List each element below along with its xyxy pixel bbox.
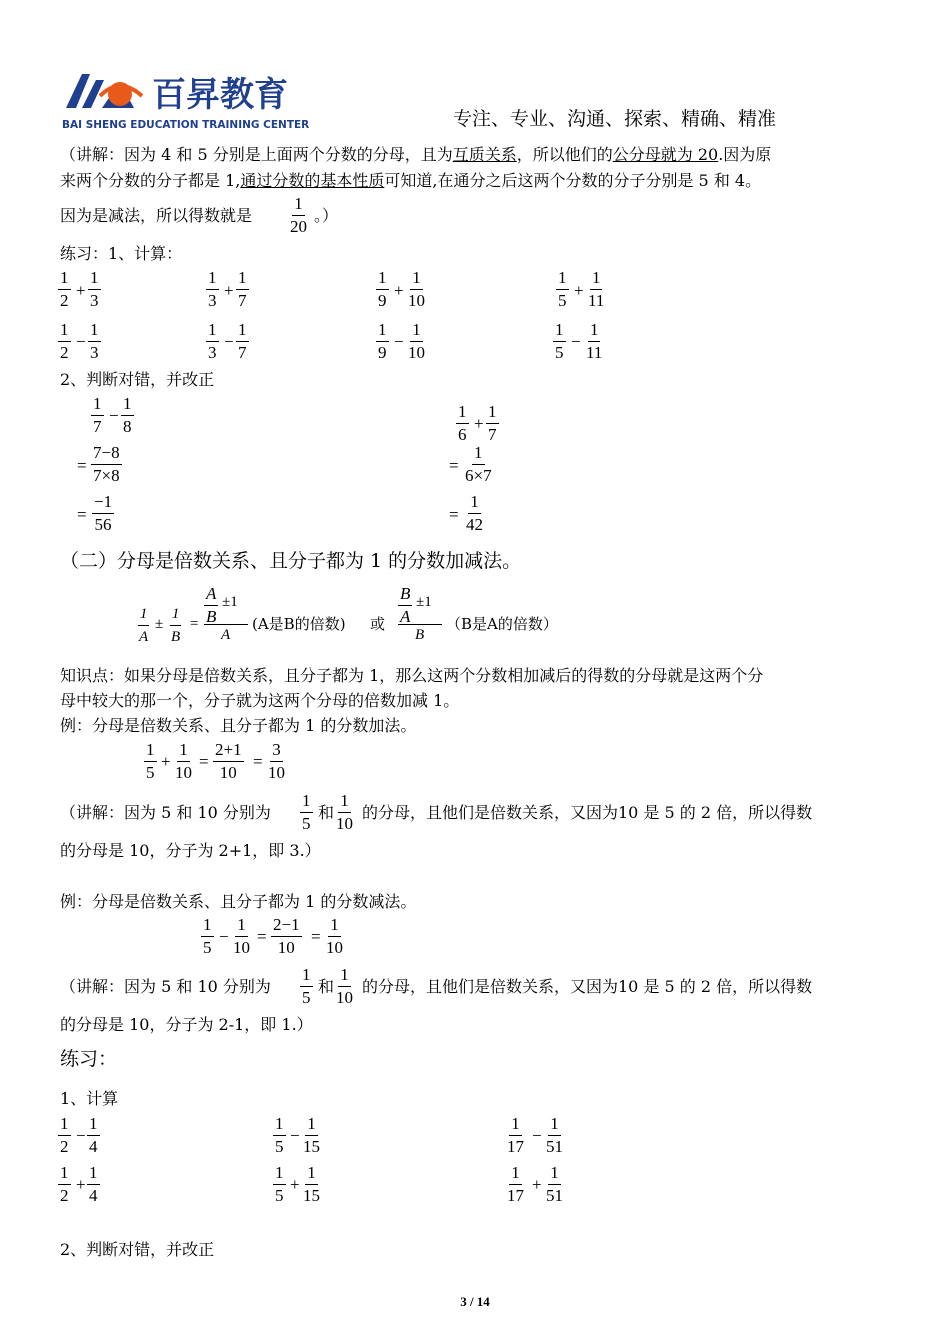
- fraction: 1 5: [558, 268, 567, 310]
- fraction: 1 2: [60, 268, 69, 310]
- logo-icon: [60, 66, 340, 132]
- fraction: 1 2: [60, 1163, 69, 1205]
- minus-sign: −: [532, 1126, 542, 1145]
- section-2-heading: （二）分母是倍数关系、且分子都为 1 的分数加减法。: [60, 550, 522, 572]
- fraction: 1 2: [60, 320, 69, 362]
- equals-sign: =: [77, 456, 87, 475]
- knowledge-line-1: 知识点：如果分母是倍数关系，且分子都为 1，那么这两个分数相加减后的得数的分母就是这两个分: [60, 666, 764, 685]
- minus-sign: −: [571, 332, 581, 351]
- fraction: 1 7: [93, 394, 102, 436]
- fraction: 1 9: [378, 320, 387, 362]
- fraction: −1 56: [94, 492, 113, 534]
- fraction: 1 3: [90, 320, 99, 362]
- fraction: 1 15: [303, 1163, 320, 1205]
- fraction: 1 10: [326, 915, 343, 957]
- equals-sign: =: [199, 752, 209, 771]
- fraction: 1 10: [336, 791, 353, 833]
- plus-sign: +: [224, 281, 234, 300]
- fraction: 1 5: [146, 740, 155, 782]
- fraction: 3 10: [268, 740, 285, 782]
- judge-title-1: 2、判断对错，并改正: [60, 370, 215, 389]
- fraction: 1 51: [546, 1163, 563, 1205]
- explanation-line-1: （讲解：因为 4 和 5 分别是上面两个分数的分母，且为互质关系，所以他们的公分母就为 20.因为原: [60, 145, 772, 164]
- minus-sign: −: [224, 332, 234, 351]
- condition-2: （B是A的倍数）: [446, 615, 558, 633]
- fraction: 1 7: [238, 320, 247, 362]
- fraction: 1 9: [378, 268, 387, 310]
- plus-minus-sign: ±: [155, 616, 164, 632]
- fraction: 1 6×7: [465, 443, 492, 485]
- fraction: 1 10: [175, 740, 192, 782]
- fraction: A B: [206, 584, 217, 626]
- exercise-1-title: 练习：1、计算：: [60, 244, 183, 263]
- explanation-end: 。）: [314, 206, 339, 225]
- fraction: 1 A: [139, 606, 149, 645]
- denominator: A: [221, 627, 231, 643]
- fraction: 1 5: [555, 320, 564, 362]
- explanation-sub-line-2: 的分母是 10，分子为 2-1，即 1.）: [60, 1015, 313, 1034]
- equals-sign: =: [77, 505, 87, 524]
- minus-sign: −: [109, 406, 119, 425]
- minus-sign: −: [76, 332, 86, 351]
- equals-sign: =: [449, 456, 459, 475]
- plus-sign: +: [290, 1175, 300, 1194]
- explanation-sub-rest: 的分母，且他们是倍数关系，又因为10 是 5 的 2 倍，所以得数: [362, 977, 813, 996]
- fraction: 2+1 10: [215, 740, 242, 782]
- plus-sign: +: [76, 281, 86, 300]
- and-label: 和: [318, 977, 335, 996]
- fraction: 1 3: [208, 320, 217, 362]
- fraction: 1 7: [238, 268, 247, 310]
- minus-sign: −: [290, 1126, 300, 1145]
- fraction-bar: [204, 624, 248, 625]
- judge-title-2: 2、判断对错，并改正: [60, 1240, 215, 1259]
- fraction: 1 5: [275, 1114, 284, 1156]
- exercise-2-title: 练习：: [60, 1048, 118, 1070]
- fraction-1-20: 1 20: [290, 194, 307, 236]
- motto: 专注、专业、沟通、探索、精确、精准: [453, 108, 777, 130]
- fraction: 2−1 10: [273, 915, 300, 957]
- or-label: 或: [370, 615, 386, 633]
- fraction: 1 10: [233, 915, 250, 957]
- explanation-sub-line-1: （讲解：因为 5 和 10 分别为: [60, 977, 271, 996]
- fraction: 1 15: [303, 1114, 320, 1156]
- fraction: 1 10: [408, 268, 425, 310]
- fraction: 1 17: [507, 1163, 524, 1205]
- calc-title: 1、计算: [60, 1089, 119, 1108]
- equals-sign: =: [190, 616, 199, 632]
- fraction: 1 4: [89, 1114, 98, 1156]
- fraction: 1 3: [90, 268, 99, 310]
- condition-1: (A是B的倍数): [252, 615, 346, 633]
- fraction: 1 17: [507, 1114, 524, 1156]
- fraction: 1 5: [302, 965, 311, 1007]
- equals-sign: =: [311, 927, 321, 946]
- example-add-title: 例：分母是倍数关系、且分子都为 1 的分数加法。: [60, 716, 417, 735]
- fraction: B A: [400, 584, 411, 626]
- minus-sign: −: [219, 927, 229, 946]
- equals-sign: =: [257, 927, 267, 946]
- explanation-line-3: 因为是减法，所以得数就是: [60, 206, 253, 225]
- explanation-add-line-2: 的分母是 10，分子为 2+1，即 3.）: [60, 841, 321, 860]
- plus-minus-one: ±1: [416, 594, 432, 610]
- fraction: 1 5: [203, 915, 212, 957]
- page-number: 3 / 14: [460, 1294, 490, 1309]
- fraction: 1 B: [171, 606, 181, 645]
- plus-sign: +: [161, 752, 171, 771]
- fraction: 1 3: [208, 268, 217, 310]
- fraction: 1 2: [60, 1114, 69, 1156]
- fraction: 1 10: [408, 320, 425, 362]
- fraction: 1 4: [89, 1163, 98, 1205]
- fraction: 1 51: [546, 1114, 563, 1156]
- fraction-bar: [398, 624, 442, 625]
- denominator: B: [415, 627, 425, 643]
- fraction: 1 6: [458, 402, 467, 444]
- example-sub-title: 例：分母是倍数关系、且分子都为 1 的分数减法。: [60, 892, 417, 911]
- fraction: 1 5: [275, 1163, 284, 1205]
- logo-en: BAI SHENG EDUCATION TRAINING CENTER: [62, 119, 310, 131]
- fraction: 1 8: [123, 394, 132, 436]
- fraction: 1 10: [336, 965, 353, 1007]
- fraction: 1 7: [488, 402, 497, 444]
- fraction: 1 42: [466, 492, 483, 534]
- plus-sign: +: [394, 281, 404, 300]
- plus-sign: +: [474, 414, 484, 433]
- explanation-line-2: 来两个分数的分子都是 1,通过分数的基本性质可知道,在通分之后这两个分数的分子分别是 5 和 4。: [60, 171, 762, 190]
- company-logo: [60, 66, 340, 132]
- plus-minus-one: ±1: [222, 594, 238, 610]
- minus-sign: −: [76, 1126, 86, 1145]
- fraction: 7−8 7×8: [93, 443, 120, 485]
- and-label: 和: [318, 803, 335, 822]
- explanation-add-line-1: （讲解：因为 5 和 10 分别为: [60, 803, 271, 822]
- fraction: 1 11: [588, 268, 605, 310]
- equals-sign: =: [449, 505, 459, 524]
- minus-sign: −: [394, 332, 404, 351]
- fraction: 1 11: [586, 320, 603, 362]
- fraction: 1 5: [302, 791, 311, 833]
- plus-sign: +: [76, 1175, 86, 1194]
- plus-sign: +: [574, 281, 584, 300]
- explanation-add-rest: 的分母，且他们是倍数关系，又因为10 是 5 的 2 倍，所以得数: [362, 803, 813, 822]
- plus-sign: +: [532, 1175, 542, 1194]
- logo-cn: 百昇教育: [152, 75, 288, 115]
- equals-sign: =: [253, 752, 263, 771]
- knowledge-line-2: 母中较大的那一个，分子就为这两个分母的倍数加减 1。: [60, 691, 460, 710]
